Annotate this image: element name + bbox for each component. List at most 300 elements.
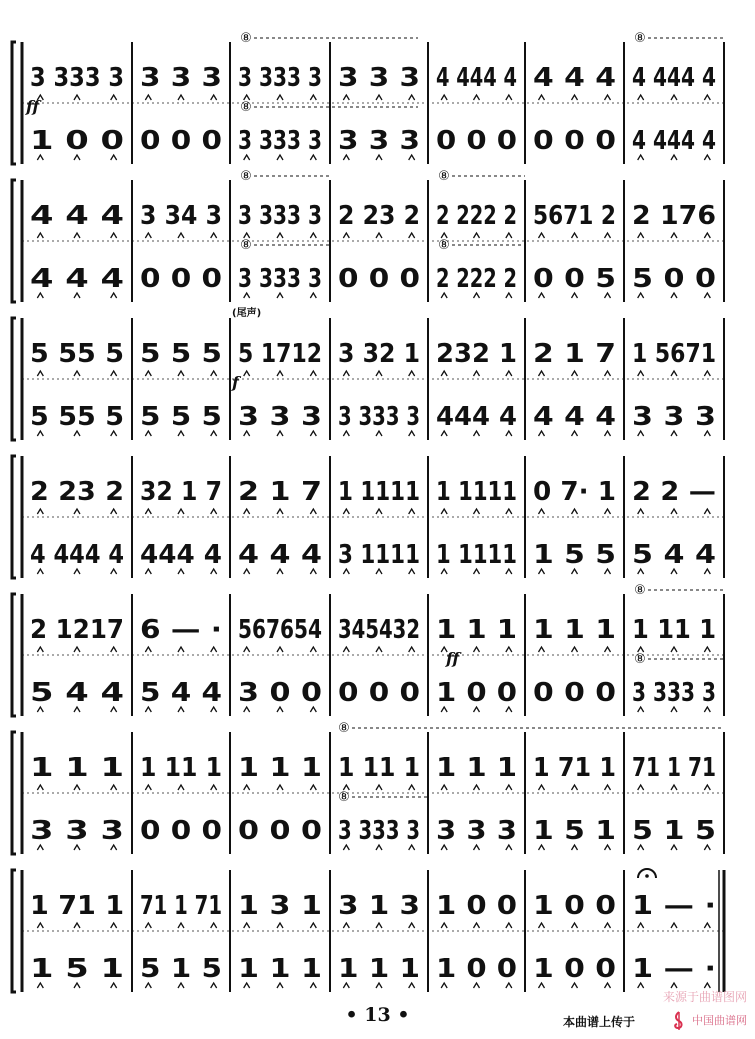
accent-mark (74, 647, 80, 652)
notes-upper: 32 1 7 (140, 477, 222, 507)
system-bracket (12, 732, 16, 854)
accent-mark (638, 371, 644, 376)
notes-upper: 3 333 3 (238, 201, 322, 231)
notes-lower: 0 0 0 (238, 816, 322, 846)
accent-mark (572, 371, 578, 376)
accent-mark (638, 785, 644, 790)
accent-mark (277, 233, 283, 238)
system-bracket (12, 870, 16, 992)
accent-mark (671, 371, 677, 376)
notes-lower: 4 4 4 (533, 402, 616, 432)
system-7 (12, 870, 724, 992)
accent-mark (145, 647, 151, 652)
notes-upper: 2 1217 (30, 615, 124, 645)
accent-mark (111, 95, 117, 100)
notes-upper: 0 7· 1 (533, 477, 616, 507)
notes-upper: 2 1 7 (533, 339, 616, 369)
accent-mark (37, 647, 43, 652)
accent-mark (178, 95, 184, 100)
notes-upper: 1 1 1 (238, 753, 322, 783)
measure-7-6 (533, 891, 616, 988)
notes-lower: 5 4 4 (140, 678, 222, 708)
accent-mark (343, 509, 349, 514)
measure-4-2 (140, 477, 222, 574)
accent-mark (211, 371, 217, 376)
accent-mark (704, 95, 710, 100)
measure-1-1 (30, 63, 124, 160)
notes-lower: 4 444 4 (632, 126, 716, 156)
notes-upper: 5 5 5 (140, 339, 222, 369)
accent-mark (74, 923, 80, 928)
measure-4-7 (632, 477, 716, 574)
notes-lower: 3 3 3 (238, 402, 322, 432)
accent-mark (409, 509, 415, 514)
notes-upper: 3 333 3 (238, 63, 322, 93)
accent-mark (671, 95, 677, 100)
notes-upper: 1 1 1 (30, 753, 124, 783)
measure-4-1 (30, 477, 124, 574)
accent-mark (506, 233, 512, 238)
accent-mark (74, 95, 80, 100)
accent-mark (638, 509, 644, 514)
accent-mark (211, 785, 217, 790)
measure-1-7 (632, 63, 716, 160)
accent-mark (605, 233, 611, 238)
accent-mark (376, 647, 382, 652)
notes-upper: 6 — · (140, 615, 222, 645)
notes-lower: 1 0 0 (533, 954, 616, 984)
notes-lower: 1 1 1 (338, 954, 420, 984)
notes-upper: 1 3 1 (238, 891, 322, 921)
notes-upper: 3 3 3 (140, 63, 222, 93)
notes-lower: 5 4 4 (632, 540, 716, 570)
notes-upper: 2 23 2 (338, 201, 420, 231)
accent-mark (441, 509, 447, 514)
ottava-icon: ⑧ (240, 169, 252, 184)
accent-mark (506, 95, 512, 100)
accent-mark (145, 785, 151, 790)
accent-mark (605, 371, 611, 376)
measure-3-4 (338, 339, 420, 436)
accent-mark (244, 371, 250, 376)
notes-upper: 1 — · (632, 891, 716, 921)
accent-mark (409, 233, 415, 238)
accent-mark (111, 233, 117, 238)
ottava-icon: ⑧ (338, 790, 350, 805)
measure-3-5 (436, 339, 517, 436)
notes-lower: 1 5 1 (533, 816, 616, 846)
notes-upper: 2 176 (632, 201, 716, 231)
accent-mark (376, 785, 382, 790)
measure-2-4 (338, 201, 420, 294)
accent-mark (277, 509, 283, 514)
page-number: • 13 • (345, 1004, 410, 1026)
watermark-source: 来源于曲谱图网 (662, 990, 747, 1004)
ottava-icon: ⑧ (438, 238, 450, 253)
system-6 (12, 732, 724, 854)
measure-7-2 (140, 891, 222, 988)
notes-lower: 0 0 0 (533, 678, 616, 708)
measure-5-2 (140, 615, 222, 712)
notes-lower: 3 1111 (338, 540, 420, 570)
accent-mark (572, 509, 578, 514)
notes-upper: 4 4 4 (533, 63, 616, 93)
notes-upper: 1 5671 (632, 339, 716, 369)
notes-lower: 0 0 0 (140, 264, 222, 294)
notes-lower: 0 0 0 (436, 126, 517, 156)
notes-lower: 1 5 5 (533, 540, 616, 570)
notes-upper: 4 444 4 (632, 63, 716, 93)
notes-lower: 3 333 3 (338, 816, 420, 846)
treble-clef-logo-icon (670, 1011, 688, 1031)
accent-mark (145, 95, 151, 100)
accent-mark (211, 923, 217, 928)
measure-1-5 (436, 63, 517, 156)
system-bracket (12, 594, 16, 716)
notes-lower: 4 4 4 (238, 540, 322, 570)
notes-lower: 1 1 1 (238, 954, 322, 984)
measure-2-2 (140, 201, 222, 294)
accent-mark (638, 233, 644, 238)
accent-mark (704, 509, 710, 514)
notes-upper: 2 1 7 (238, 477, 322, 507)
accent-mark (343, 647, 349, 652)
accent-mark (211, 509, 217, 514)
accent-mark (178, 233, 184, 238)
notes-upper: 5 1712 (238, 339, 322, 369)
notes-upper: 3 32 1 (338, 339, 420, 369)
measure-5-4 (338, 615, 420, 708)
notes-upper: 1 11 1 (338, 753, 420, 783)
system-bracket (12, 318, 16, 440)
accent-mark (441, 923, 447, 928)
notes-upper: 1 71 1 (533, 753, 616, 783)
notes-lower: 0 0 0 (140, 126, 222, 156)
measure-5-1 (30, 615, 124, 712)
accent-mark (572, 647, 578, 652)
accent-mark (343, 95, 349, 100)
accent-mark (145, 233, 151, 238)
measure-6-1 (30, 753, 124, 850)
accent-mark (671, 509, 677, 514)
ottava-icon: ⑧ (438, 169, 450, 184)
notes-upper: 4 444 4 (436, 63, 517, 93)
accent-mark (310, 371, 316, 376)
accent-mark (638, 923, 644, 928)
notes-upper: 4 4 4 (30, 201, 124, 231)
accent-mark (474, 647, 480, 652)
accent-mark (605, 647, 611, 652)
accent-mark (111, 509, 117, 514)
notes-upper: 3 34 3 (140, 201, 222, 231)
accent-mark (376, 923, 382, 928)
accent-mark (572, 233, 578, 238)
measure-4-6 (533, 477, 616, 574)
accent-mark (277, 647, 283, 652)
notes-lower: 1 5 1 (30, 954, 124, 984)
accent-mark (671, 923, 677, 928)
accent-mark (310, 233, 316, 238)
accent-mark (277, 371, 283, 376)
accent-mark (37, 371, 43, 376)
accent-mark (474, 923, 480, 928)
ottava-icon: ⑧ (634, 31, 646, 46)
accent-mark (277, 923, 283, 928)
notes-lower: 3 333 3 (238, 264, 322, 294)
accent-mark (671, 233, 677, 238)
measure-4-5 (436, 477, 517, 574)
ottava-icon: ⑧ (338, 721, 350, 736)
notes-lower: 5 4 4 (30, 678, 124, 708)
measure-2-1 (30, 201, 124, 298)
measure-7-5 (436, 891, 517, 988)
notes-upper: 71 1 71 (632, 753, 716, 783)
accent-mark (310, 509, 316, 514)
accent-mark (145, 371, 151, 376)
accent-mark (178, 509, 184, 514)
accent-mark (506, 785, 512, 790)
accent-mark (74, 785, 80, 790)
notes-lower: 4 4 4 (30, 264, 124, 294)
measure-7-1 (30, 891, 124, 988)
accent-mark (211, 647, 217, 652)
accent-mark (409, 95, 415, 100)
notes-lower: 3 3 3 (30, 816, 124, 846)
accent-mark (37, 233, 43, 238)
notes-upper: 3 333 3 (30, 63, 124, 93)
measure-6-4 (338, 753, 420, 850)
notes-lower: 3 3 3 (436, 816, 517, 846)
measure-7-4 (338, 891, 420, 988)
system-3 (12, 318, 724, 440)
accent-mark (310, 95, 316, 100)
footer-brand-label: 中国曲谱网 (692, 1014, 747, 1027)
accent-mark (409, 785, 415, 790)
accent-mark (539, 647, 545, 652)
accent-mark (310, 647, 316, 652)
accent-mark (211, 95, 217, 100)
accent-mark (441, 785, 447, 790)
accent-mark (409, 647, 415, 652)
notes-upper: 1 1 1 (436, 753, 517, 783)
measure-3-7 (632, 339, 716, 436)
accent-mark (376, 233, 382, 238)
measure-5-3 (238, 615, 322, 712)
measure-1-4 (338, 63, 420, 160)
footer-brand (670, 1012, 747, 1028)
accent-mark (409, 923, 415, 928)
measure-7-7 (632, 891, 716, 988)
accent-mark (244, 785, 250, 790)
accent-mark (310, 923, 316, 928)
accent-mark (277, 95, 283, 100)
notes-lower: 4 444 4 (30, 540, 124, 570)
accent-mark (244, 509, 250, 514)
system-2 (12, 180, 724, 302)
accent-mark (178, 923, 184, 928)
notes-lower: 1 0 0 (30, 126, 124, 156)
ottava-icon: ⑧ (240, 100, 252, 115)
notes-upper: 232 1 (436, 339, 517, 369)
accent-mark (539, 371, 545, 376)
accent-mark (244, 647, 250, 652)
accent-mark (178, 785, 184, 790)
system-bracket (12, 456, 16, 578)
accent-mark (671, 785, 677, 790)
accent-mark (111, 371, 117, 376)
accent-mark (244, 923, 250, 928)
accent-mark (74, 233, 80, 238)
notes-upper: 1 1111 (436, 477, 517, 507)
measure-6-6 (533, 753, 616, 850)
notes-lower: 0 0 0 (140, 816, 222, 846)
notes-lower: 0 0 0 (533, 126, 616, 156)
notes-lower: 5 1 5 (140, 954, 222, 984)
accent-mark (211, 233, 217, 238)
accent-mark (704, 647, 710, 652)
notes-lower: 1 1111 (436, 540, 517, 570)
accent-mark (506, 647, 512, 652)
notes-upper: 1 1111 (338, 477, 420, 507)
accent-mark (605, 785, 611, 790)
notes-upper: 5 55 5 (30, 339, 124, 369)
system-bracket (12, 180, 16, 302)
accent-mark (343, 233, 349, 238)
accent-mark (474, 371, 480, 376)
accent-mark (539, 785, 545, 790)
accent-mark (704, 371, 710, 376)
fermata-dot (645, 874, 649, 878)
notes-lower: 0 0 0 (338, 678, 420, 708)
notes-lower: 5 0 0 (632, 264, 716, 294)
measure-2-7 (632, 201, 716, 298)
accent-mark (704, 785, 710, 790)
measure-3-2 (140, 339, 222, 436)
measure-1-2 (140, 63, 222, 156)
notes-lower: 3 3 3 (632, 402, 716, 432)
dynamic-marking: ff (446, 649, 460, 668)
notes-upper: 1 1 1 (436, 615, 517, 645)
accent-mark (441, 371, 447, 376)
notes-lower: 3 333 3 (238, 126, 322, 156)
tail-section-label: (尾声) (232, 308, 262, 319)
notes-upper: 1 71 1 (30, 891, 124, 921)
notes-upper: 3 1 3 (338, 891, 420, 921)
notes-upper: 1 1 1 (533, 615, 616, 645)
notes-lower: 1 0 0 (436, 954, 517, 984)
measure-3-1 (30, 339, 124, 436)
accent-mark (506, 371, 512, 376)
accent-mark (178, 647, 184, 652)
accent-mark (474, 95, 480, 100)
notes-upper: 1 0 0 (533, 891, 616, 921)
notes-upper: 567654 (238, 615, 322, 645)
accent-mark (539, 233, 545, 238)
accent-mark (74, 371, 80, 376)
accent-mark (572, 923, 578, 928)
accent-mark (704, 233, 710, 238)
system-1 (12, 42, 724, 164)
notes-lower: 3 333 3 (632, 678, 716, 708)
ottava-icon: ⑧ (240, 238, 252, 253)
notes-upper: 3 3 3 (338, 63, 420, 93)
ottava-icon: ⑧ (634, 583, 646, 598)
accent-mark (343, 923, 349, 928)
notes-lower: 3 3 3 (338, 126, 420, 156)
accent-mark (638, 95, 644, 100)
notes-lower: 0 0 0 (338, 264, 420, 294)
accent-mark (37, 785, 43, 790)
measure-5-6 (533, 615, 616, 708)
measure-7-3 (238, 891, 322, 988)
accent-mark (572, 95, 578, 100)
accent-mark (74, 509, 80, 514)
system-5 (12, 594, 724, 716)
notes-upper: 2 222 2 (436, 201, 517, 231)
accent-mark (539, 95, 545, 100)
notes-lower: 444 4 (436, 402, 517, 432)
notes-lower: 5 1 5 (632, 816, 716, 846)
accent-mark (474, 233, 480, 238)
notes-lower: 3 333 3 (338, 402, 420, 432)
notes-lower: 1 — · (632, 954, 716, 984)
accent-mark (111, 785, 117, 790)
accent-mark (605, 95, 611, 100)
accent-mark (376, 95, 382, 100)
accent-mark (572, 785, 578, 790)
notes-lower: 0 0 5 (533, 264, 616, 294)
footer-note: 本曲谱上传于 (563, 1015, 636, 1029)
measure-6-2 (140, 753, 222, 846)
accent-mark (605, 923, 611, 928)
notes-lower: 5 5 5 (140, 402, 222, 432)
accent-mark (506, 923, 512, 928)
system-4 (12, 456, 724, 578)
accent-mark (605, 509, 611, 514)
accent-mark (376, 509, 382, 514)
accent-mark (111, 923, 117, 928)
measure-6-7 (632, 753, 716, 850)
measure-4-4 (338, 477, 420, 574)
accent-mark (145, 509, 151, 514)
notes-upper: 1 0 0 (436, 891, 517, 921)
accent-mark (474, 509, 480, 514)
accent-mark (111, 647, 117, 652)
notes-lower: 1 0 0 (436, 678, 517, 708)
notes-lower: 444 4 (140, 540, 222, 570)
notes-upper: 2 23 2 (30, 477, 124, 507)
accent-mark (37, 509, 43, 514)
accent-mark (441, 95, 447, 100)
accent-mark (37, 923, 43, 928)
ottava-icon: ⑧ (634, 652, 646, 667)
measure-6-5 (436, 753, 517, 850)
notes-upper: 2 2 — (632, 477, 716, 507)
ottava-icon: ⑧ (240, 31, 252, 46)
accent-mark (145, 923, 151, 928)
notes-upper: 71 1 71 (140, 891, 222, 921)
notes-upper: 1 11 1 (632, 615, 716, 645)
measure-1-6 (533, 63, 616, 156)
measure-4-3 (238, 477, 322, 574)
accent-mark (277, 785, 283, 790)
system-bracket (12, 42, 16, 164)
accent-mark (474, 785, 480, 790)
notes-lower: 5 55 5 (30, 402, 124, 432)
accent-mark (376, 371, 382, 376)
dynamic-marking: f (232, 373, 239, 392)
accent-mark (178, 371, 184, 376)
